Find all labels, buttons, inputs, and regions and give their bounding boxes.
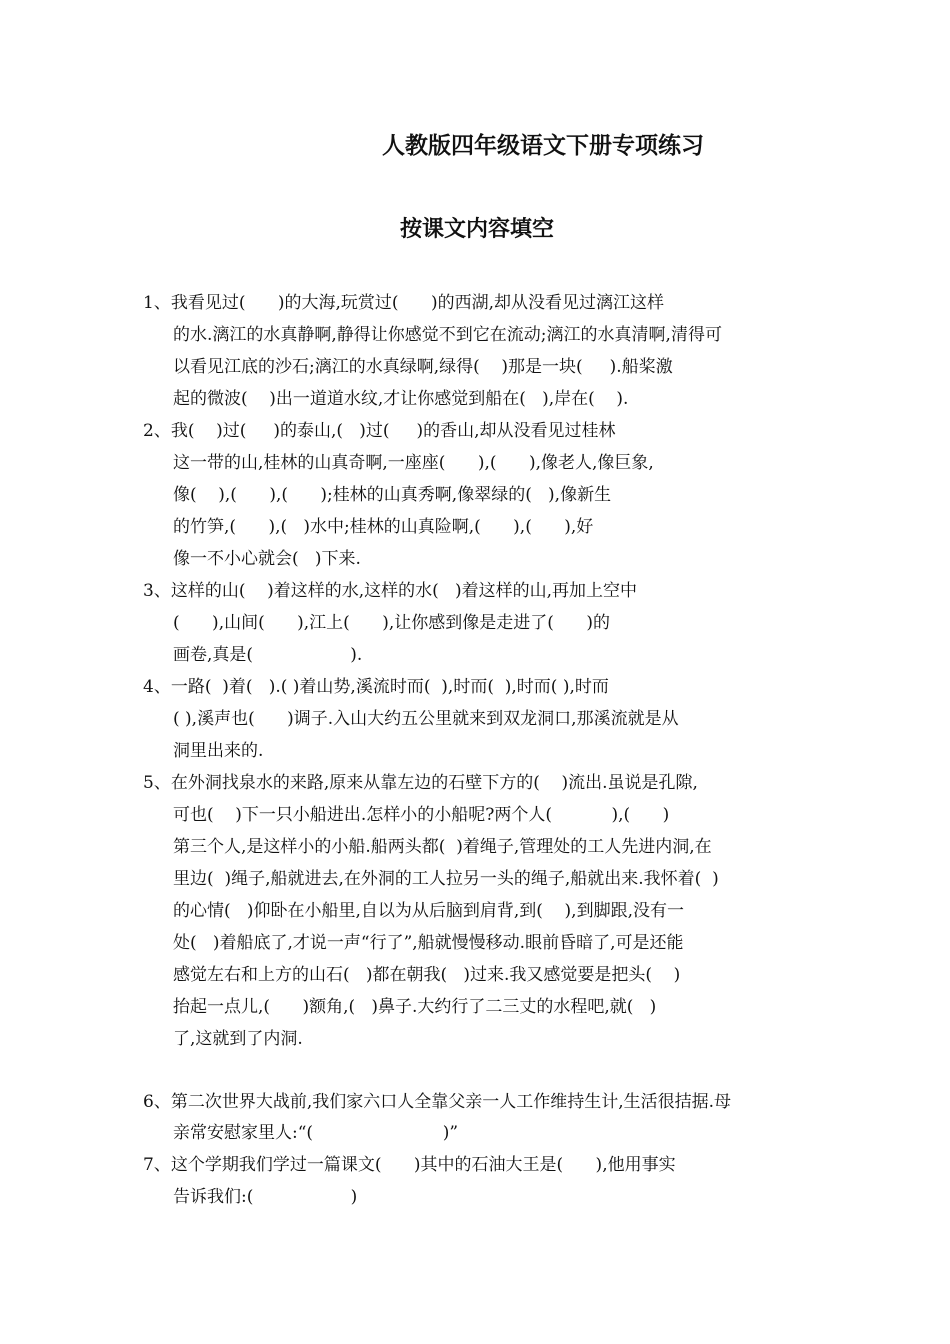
question-line: 的水.漓江的水真静啊,静得让你感觉不到它在流动;漓江的水真清啊,清得可 — [173, 325, 722, 345]
question-line: 7、这个学期我们学过一篇课文( )其中的石油大王是( ),他用事实 — [143, 1155, 676, 1175]
question-line: 1、我看见过( )的大海,玩赏过( )的西湖,却从没看见过漓江这样 — [143, 293, 664, 313]
question-line: 的竹笋,( ),( )水中;桂林的山真险啊,( ),( ),好 — [173, 517, 594, 537]
question-line: 第三个人,是这样小的小船.船两头都( )着绳子,管理处的工人先进内洞,在 — [173, 837, 712, 857]
question-line: 可也( )下一只小船进出.怎样小的小船呢?两个人( ),( ) — [173, 805, 670, 825]
question-line: 这一带的山,桂林的山真奇啊,一座座( ),( ),像老人,像巨象, — [173, 453, 654, 473]
question-line: 3、这样的山( )着这样的水,这样的水( )着这样的山,再加上空中 — [143, 581, 637, 601]
question-line: ( ),溪声也( )调子.入山大约五公里就来到双龙洞口,那溪流就是从 — [173, 709, 679, 729]
question-line: 6、第二次世界大战前,我们家六口人全靠父亲一人工作维持生计,生活很拮据.母 — [143, 1092, 732, 1112]
question-line: 2、我( )过( )的泰山,( )过( )的香山,却从没看见过桂林 — [143, 421, 616, 441]
question-line: 像一不小心就会( )下来. — [173, 549, 361, 569]
question-line: 的心情( )仰卧在小船里,自以为从后脑到肩背,到( ),到脚跟,没有一 — [173, 901, 684, 921]
question-line: 5、在外洞找泉水的来路,原来从靠左边的石壁下方的( )流出.虽说是孔隙, — [143, 773, 698, 793]
section-subtitle: 按课文内容填空 — [399, 217, 554, 242]
question-line: 里边( )绳子,船就进去,在外洞的工人拉另一头的绳子,船就出来.我怀着( ) — [173, 869, 719, 889]
question-line: 了,这就到了内洞. — [173, 1029, 303, 1049]
question-line: 抬起一点儿,( )额角,( )鼻子.大约行了二三丈的水程吧,就( ) — [173, 997, 657, 1017]
question-line: ( ),山间( ),江上( ),让你感到像是走进了( )的 — [173, 613, 610, 633]
page-title: 人教版四年级语文下册专项练习 — [382, 133, 704, 159]
question-line: 处( )着船底了,才说一声“行了”,船就慢慢移动.眼前昏暗了,可是还能 — [173, 933, 684, 953]
question-line: 感觉左右和上方的山石( )都在朝我( )过来.我又感觉要是把头( ) — [173, 965, 681, 985]
question-line: 画卷,真是( ). — [173, 645, 363, 665]
question-line: 4、一路( )着( ).( )着山势,溪流时而( ),时而( ),时而( ),时而 — [143, 677, 609, 697]
question-line: 亲常安慰家里人:“( )” — [173, 1123, 459, 1143]
question-line: 以看见江底的沙石;漓江的水真绿啊,绿得( )那是一块( ).船桨激 — [173, 357, 673, 377]
question-line: 起的微波( )出一道道水纹,才让你感觉到船在( ),岸在( ). — [173, 389, 629, 409]
question-line: 像( ),( ),( );桂林的山真秀啊,像翠绿的( ),像新生 — [173, 485, 612, 505]
question-line: 洞里出来的. — [173, 741, 264, 761]
question-line: 告诉我们:( ) — [173, 1187, 358, 1207]
